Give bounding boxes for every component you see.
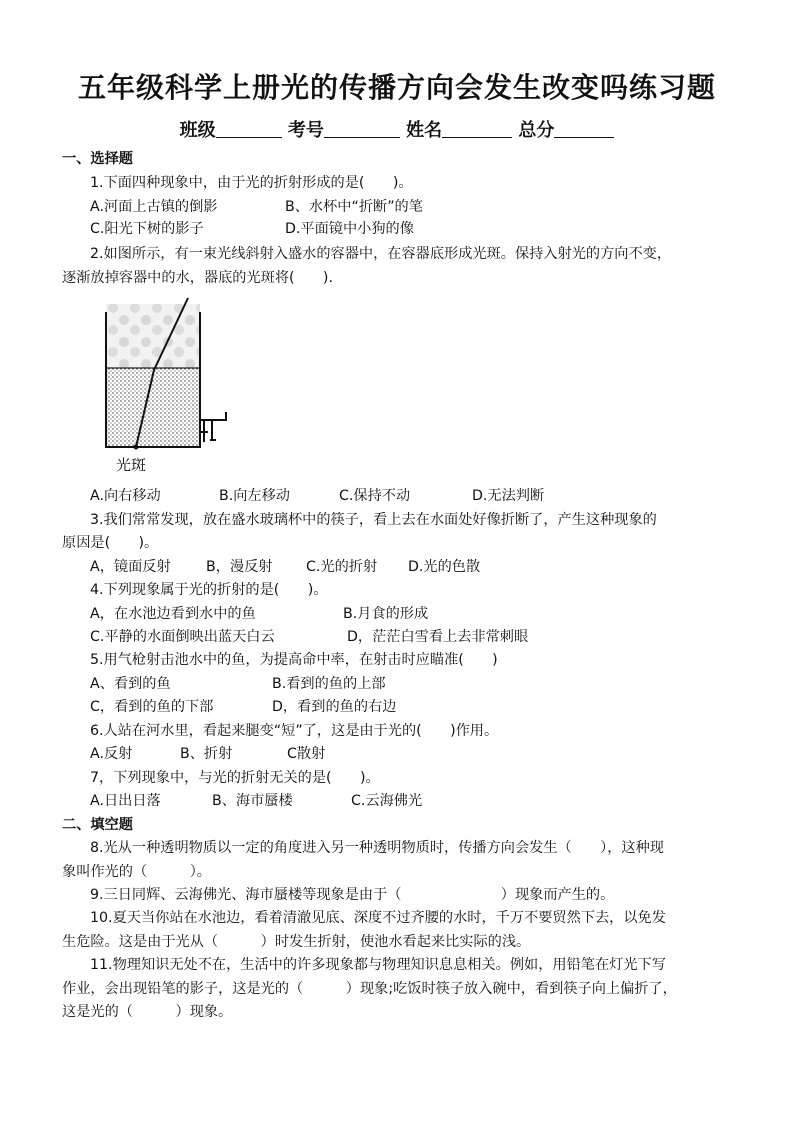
q5-option-c: C，看到的鱼的下部 [90, 699, 214, 715]
section-heading-choice: 一、选择题 [62, 151, 133, 167]
name-label: 姓名 [406, 120, 443, 141]
air-region [106, 304, 200, 368]
q3-stem-line2: 原因是( )。 [62, 535, 159, 551]
q3-option-c: C.光的折射 [306, 559, 378, 575]
q2-figure [96, 292, 246, 474]
q7-option-c: C.云海佛光 [351, 793, 423, 809]
q4-option-b: B.月食的形成 [343, 606, 429, 622]
q1-option-a: A.河面上古镇的倒影 [90, 199, 218, 215]
page-title: 五年级科学上册光的传播方向会发生改变吗练习题 [77, 71, 716, 104]
class-blank[interactable] [216, 119, 282, 138]
header-fields [0, 116, 794, 142]
figure-label-light-spot: 光斑 [116, 456, 147, 474]
q1-option-b: B、水杯中“折断”的笔 [285, 199, 423, 215]
q1-option-d: D.平面镜中小狗的像 [285, 221, 414, 237]
q6-option-a: A.反射 [90, 746, 133, 762]
q5-stem: 5.用气枪射击池水中的鱼，为提高命中率，在射击时应瞄准( ) [90, 652, 498, 668]
q3-option-d: D.光的色散 [408, 559, 481, 575]
q11-line1: 11.物理知识无处不在，生活中的许多现象都与物理知识息息相关。例如，用铅笔在灯光下写 [90, 957, 666, 973]
q9-line1: 9.三日同辉、云海佛光、海市蜃楼等现象是由于（ ）现象而产生的。 [90, 887, 615, 903]
score-label: 总分 [518, 120, 555, 141]
q10-line1: 10.夏天当你站在水池边，看着清澈见底、深度不过齐腰的水时，千万不要贸然下去，以免发 [90, 910, 666, 926]
q6-option-c: C散射 [287, 746, 326, 762]
q8-line1: 8.光从一种透明物质以一定的角度进入另一种透明物质时，传播方向会发生（ ），这种现 [90, 840, 664, 856]
q5-option-d: D，看到的鱼的右边 [272, 699, 397, 715]
section-heading-fill-in: 二、填空题 [62, 817, 133, 833]
q4-option-c: C.平静的水面倒映出蓝天白云 [90, 629, 275, 645]
q1-stem: 1.下面四种现象中，由于光的折射形成的是( )。 [90, 175, 413, 191]
q11-line2: 作业，会出现铅笔的影子，这是光的（ ）现象;吃饭时筷子放入碗中，看到筷子向上偏折了， [62, 981, 677, 997]
q5-option-b: B.看到的鱼的上部 [272, 676, 386, 692]
q6-stem: 6.人站在河水里，看起来腿变“短”了，这是由于光的( )作用。 [90, 723, 499, 739]
score-blank[interactable] [554, 119, 614, 138]
q4-option-d: D，茫茫白雪看上去非常刺眼 [347, 629, 529, 645]
q1-option-c: C.阳光下树的影子 [90, 221, 204, 237]
q7-option-b: B、海市蜃楼 [212, 793, 293, 809]
q5-option-a: A、看到的鱼 [90, 676, 171, 692]
q2-stem-line1: 2.如图所示，有一束光线斜射入盛水的容器中，在容器底形成光斑。保持入射光的方向不变， [90, 246, 672, 262]
name-blank[interactable] [442, 119, 512, 138]
class-label: 班级 [179, 120, 216, 141]
q2-option-c: C.保持不动 [339, 488, 411, 504]
exam-number-label: 考号 [287, 120, 324, 141]
q11-line3: 这是光的（ ）现象。 [62, 1004, 233, 1020]
q6-option-b: B、折射 [180, 746, 233, 762]
exam-number-blank[interactable] [324, 119, 400, 138]
q3-stem-line1: 3.我们常常发现，放在盛水玻璃杯中的筷子，看上去在水面处好像折断了，产生这种现象的 [90, 512, 657, 528]
q2-stem-line2: 逐渐放掉容器中的水，器底的光斑将( ). [62, 270, 333, 286]
q2-option-d: D.无法判断 [472, 488, 545, 504]
q10-line2: 生危险。这是由于光从（ ）时发生折射，使池水看起来比实际的浅。 [62, 934, 531, 950]
water-region [106, 368, 200, 446]
q2-option-a: A.向右移动 [90, 488, 161, 504]
drain-tap [200, 412, 226, 442]
q3-option-b: B，漫反射 [206, 559, 273, 575]
q4-stem: 4.下列现象属于光的折射的是( )。 [90, 582, 328, 598]
q2-option-b: B.向左移动 [219, 488, 290, 504]
q7-stem: 7，下列现象中，与光的折射无关的是( )。 [90, 770, 380, 786]
q8-line2: 象叫作光的（ ）。 [62, 864, 211, 880]
q7-option-a: A.日出日落 [90, 793, 161, 809]
q4-option-a: A，在水池边看到水中的鱼 [90, 606, 256, 622]
q3-option-a: A，镜面反射 [90, 559, 171, 575]
light-spot-marker [134, 445, 139, 450]
